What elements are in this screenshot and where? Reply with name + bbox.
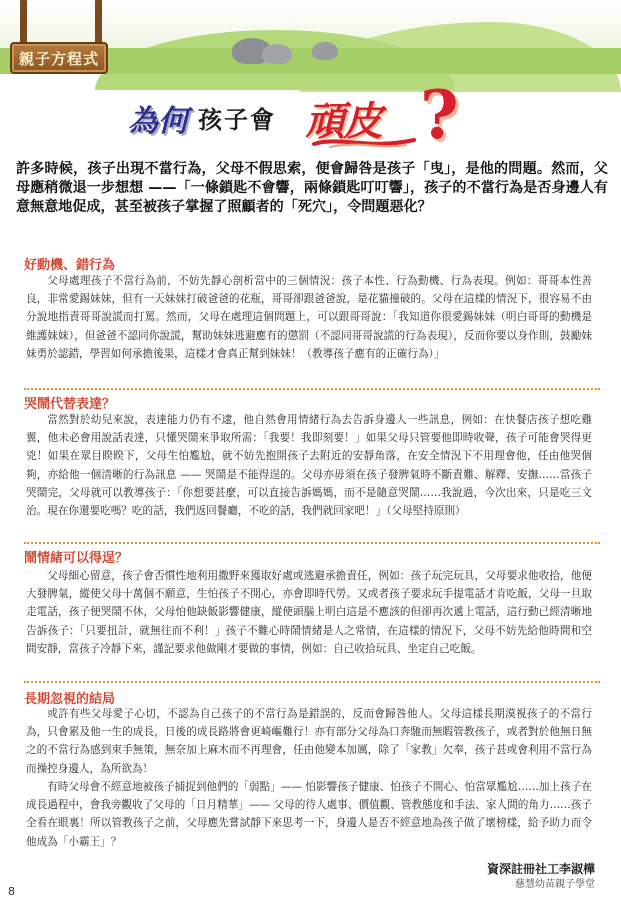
column-signboard: 親子方程式	[10, 42, 108, 74]
section-heading: 好動機、錯行為	[24, 258, 116, 273]
section-body: 當然對於幼兒來說，表達能力仍有不逮，他自然會用情緒行為去告訴身邊人一些訊息，例如：在快餐店孩子想吃雞翼，他未必會用說話表達，只懂哭鬧來爭取所需：「我要！我即刻要！」如果父母只管要他即時收聲，孩子可能會哭得更兇！如果在眾目睽睽下，父母生怕尷尬，就不妨先抱開孩子去附近的安靜角落，在安全情況下不用理會他，任由他哭個夠，亦給他一個清晰的行為訊息 —— 哭鬧是不能得逞的。父母亦毋須在孩子發脾氣時不斷責難、解釋、安撫……當孩子哭鬧完，父母就可以教導孩子：「你想要甚麼，可以直接告訴媽媽，而不是隨意哭鬧……我說過，今次出來，只是吃三文治。現在你還要吃嗎？吃的話，我們返回餐廳，不吃的話，我們就回家吧！」（父母堅持原則）	[26, 414, 592, 518]
section-heading: 長期忽視的結局	[24, 692, 116, 707]
title-part-naughty: 頑皮	[305, 99, 381, 145]
intro-paragraph: 許多時候，孩子出現不當行為，父母不假思索，便會歸咎是孩子「曳」，是他的問題。然而，父母應稍微退一步想想 ——「一條鎖匙不會響，兩條鎖匙叮叮響」，孩子的不當行為是否身邊人有意無意地促成，甚至被孩子掌握了照顧者的「死穴」，令問題惡化？	[16, 161, 608, 215]
rock-decoration	[312, 42, 338, 60]
author-credit	[487, 862, 595, 892]
dotted-divider	[24, 542, 600, 544]
section-body: 父母細心留意，孩子會否慣性地利用撒野來獲取好處或逃避承擔責任，例如：孩子玩完玩具，父母要求他收拾，他便大發脾氣，縱使父母十萬個不願意，生怕孩子不開心，亦會即時代勞。又或者孩子要求玩手提電話才肯吃飯，父母一旦取走電話，孩子便哭鬧不休，父母怕他缺飯影響健康，縱使頭腦上明白這是不應該的但卻再次遞上電話，這行動已經清晰地告訴孩子：「只要扭計，就無往而不利！」孩子不難心時鬧情緒是人之常情，在這樣的情況下，父母不妨先給他時間和空間安靜，當孩子冷靜下來，謹記要求他做剛才要做的事情，例如：自己收拾玩具、坐定自己吃飯。	[26, 570, 592, 655]
sign-post	[95, 0, 102, 46]
section-body-continued: 有時父母會不經意地被孩子捕捉到他們的「弱點」—— 怕影響孩子健康、怕孩子不開心、怕當眾尷尬……加上孩子在成長過程中，會我旁觀收了父母的「日月精華」—— 父母的待人處事、價值觀、管教態度和手法、家人間的角力……孩子全看在眼裏！所以管教孩子之前，父母應先嘗試靜下來思考一下，身邊人是否不經意地為孩子做了壞榜樣，給予助力而令他成為「小霸王」？	[26, 781, 592, 848]
section-heading: 哭鬧代替表達？	[24, 397, 116, 412]
title-part-child: 孩子會	[198, 106, 276, 134]
swirl-decoration	[310, 134, 420, 150]
title-part-why: 為何	[128, 104, 188, 139]
section-body: 或許有些父母愛子心切，不認為自己孩子的不當行為是錯誤的，反而會歸咎他人。父母這樣長期漠視孩子的不當行為，只會累及他一生的成長，日後的成長路將會更崎嶇難行！亦有部分父母為口奔馳而無暇管教孩子，或者對於他無日無之的不當行為感到束手無策，無奈加上麻木而不再理會，任由他變本加厲，除了「家教」欠奉，孩子甚或會利用不當行為而操控身邊人，為所欲為！	[26, 708, 592, 775]
section-body: 父母處理孩子不當行為前，不妨先靜心剖析當中的三個情況：孩子本性、行為動機、行為表現。例如：哥哥本性善良，非常愛錫妹妹，但有一天妹妹打破爸爸的花瓶，哥哥卻跟爸爸說，是花貓撞破的。父母在這樣的情況下，很容易不由分說地指責哥哥說謊而打罵。然而，父母在處理這個問題上，可以跟哥哥說：「我知道你很愛錫妹妹（明白哥哥的動機是維護妹妹），但爸爸不認同你說謊，幫助妹妹逃避應有的懲罰（不認同哥哥說謊的行為表現），反而你要以身作則，鼓勵妹妹勇於認錯，學習如何承擔後果，這樣才會真正幫到妹妹！（教導孩子應有的正確行為）」	[26, 275, 592, 360]
page-number: 8	[8, 885, 15, 898]
question-mark-icon: ?	[420, 76, 459, 154]
author-organization: 慈慧幼苗親子學堂	[515, 879, 595, 890]
dotted-divider	[24, 388, 600, 390]
article-title	[120, 76, 500, 154]
rock-decoration	[262, 44, 292, 64]
author-name: 資深註冊社工李淑樺	[486, 862, 595, 876]
sign-post	[20, 0, 27, 46]
dotted-divider	[24, 681, 600, 683]
section-heading: 鬧情緒可以得逞？	[24, 551, 129, 566]
